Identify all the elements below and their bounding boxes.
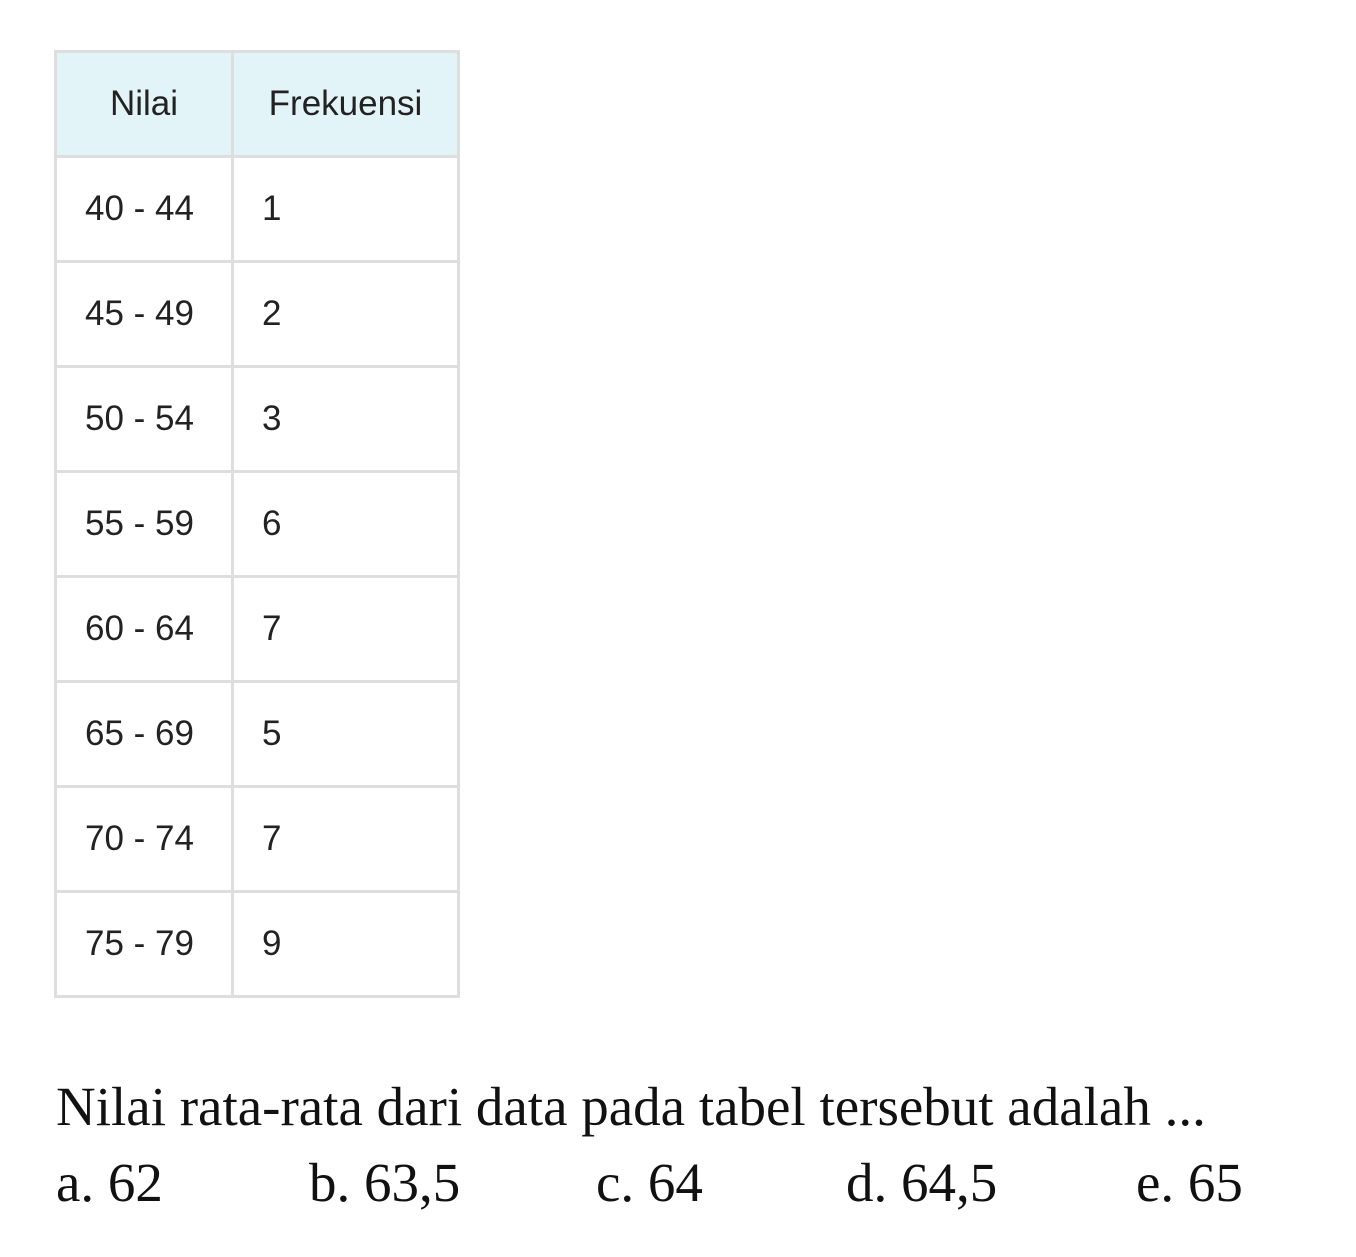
cell-frekuensi: 2 <box>233 262 459 367</box>
answer-options <box>56 1150 1316 1216</box>
cell-frekuensi: 1 <box>233 157 459 262</box>
option-e[interactable]: e. 65 <box>1136 1152 1243 1213</box>
option-a[interactable]: a. 62 <box>56 1152 163 1213</box>
cell-frekuensi: 5 <box>233 682 459 787</box>
cell-nilai: 70 - 74 <box>56 787 233 892</box>
table-row <box>56 367 459 472</box>
table-row <box>56 787 459 892</box>
question-text: Nilai rata-rata dari data pada tabel tersebut adalah ... <box>56 1076 1206 1137</box>
cell-nilai: 60 - 64 <box>56 577 233 682</box>
cell-frekuensi: 7 <box>233 787 459 892</box>
table-row <box>56 472 459 577</box>
table-row <box>56 262 459 367</box>
option-c[interactable]: c. 64 <box>596 1152 703 1213</box>
cell-frekuensi: 7 <box>233 577 459 682</box>
cell-nilai: 65 - 69 <box>56 682 233 787</box>
table-row <box>56 682 459 787</box>
cell-frekuensi: 6 <box>233 472 459 577</box>
cell-frekuensi: 9 <box>233 892 459 997</box>
cell-nilai: 75 - 79 <box>56 892 233 997</box>
header-nilai: Nilai <box>56 52 233 157</box>
cell-nilai: 55 - 59 <box>56 472 233 577</box>
cell-frekuensi: 3 <box>233 367 459 472</box>
frequency-table <box>54 50 460 998</box>
cell-nilai: 40 - 44 <box>56 157 233 262</box>
option-b[interactable]: b. 63,5 <box>309 1152 461 1213</box>
cell-nilai: 50 - 54 <box>56 367 233 472</box>
cell-nilai: 45 - 49 <box>56 262 233 367</box>
option-d[interactable]: d. 64,5 <box>846 1152 998 1213</box>
table-row <box>56 892 459 997</box>
table-row <box>56 157 459 262</box>
table-header-row <box>56 52 459 157</box>
header-frekuensi: Frekuensi <box>233 52 459 157</box>
table-row <box>56 577 459 682</box>
